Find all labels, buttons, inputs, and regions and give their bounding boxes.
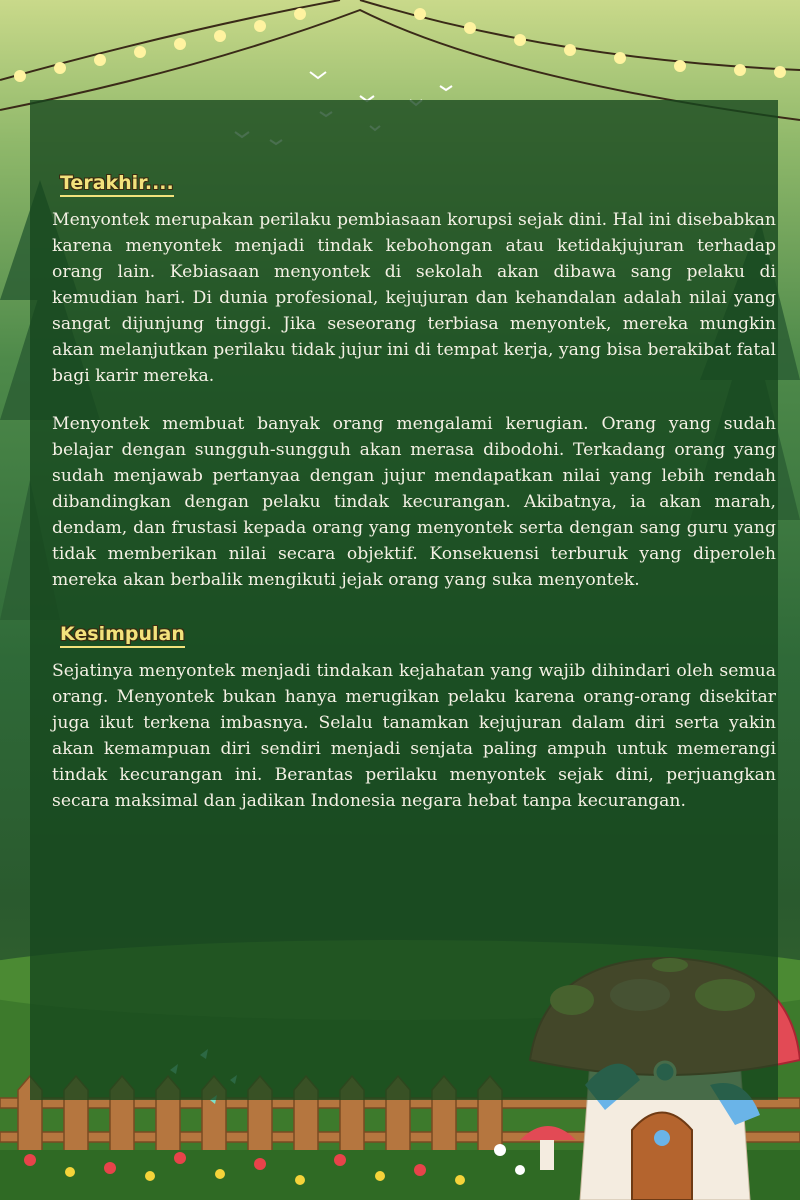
article-content — [52, 172, 776, 836]
paragraph: Menyontek membuat banyak orang mengalami kerugian. Orang yang sudah belajar dengan sungguh-sungguh akan merasa dibodohi. Terkadang orang yang sudah menjawab pertanyaa dengan jujur mendapatkan nilai yang lebih rendah dibandingkan dengan pelaku tindak kecurangan. Akibatnya, ia akan marah, dendam, dan frustasi kepada orang yang menyontek serta dengan sang guru yang tidak memberikan nilai secara objektif. Konsekuensi terburuk yang diperoleh mereka akan berbalik mengikuti jejak orang yang suka menyontek. — [52, 414, 776, 590]
heading-kesimpulan: Kesimpulan — [60, 623, 185, 648]
heading-terakhir: Terakhir.... — [60, 172, 174, 197]
paragraph: Sejatinya menyontek menjadi tindakan kejahatan yang wajib dihindari oleh semua orang. Menyontek bukan hanya merugikan pelaku karena orang-orang disekitar juga ikut terkena imbasnya. Selalu tanamkan kejujuran dalam diri serta yakin akan kemampuan diri sendiri menjadi senjata paling ampuh untuk memerangi tindak kecurangan ini. Berantas perilaku menyontek sejak dini, perjuangkan secara maksimal dan jadikan Indonesia negara hebat tanpa kecurangan. — [52, 661, 776, 811]
section-kesimpulan — [52, 623, 776, 814]
paragraph: Menyontek merupakan perilaku pembiasaan korupsi sejak dini. Hal ini disebabkan karena menyontek menjadi tindak kebohongan atau ketidakjujuran terhadap orang lain. Kebiasaan menyontek di sekolah akan dibawa sang pelaku di kemudian hari. Di dunia profesional, kejujuran dan kehandalan adalah nilai yang sangat dijunjung tinggi. Jika seseorang terbiasa menyontek, mereka mungkin akan melanjutkan perilaku tidak jujur ini di tempat kerja, yang bisa berakibat fatal bagi karir mereka. — [52, 210, 776, 386]
section-terakhir — [52, 172, 776, 593]
